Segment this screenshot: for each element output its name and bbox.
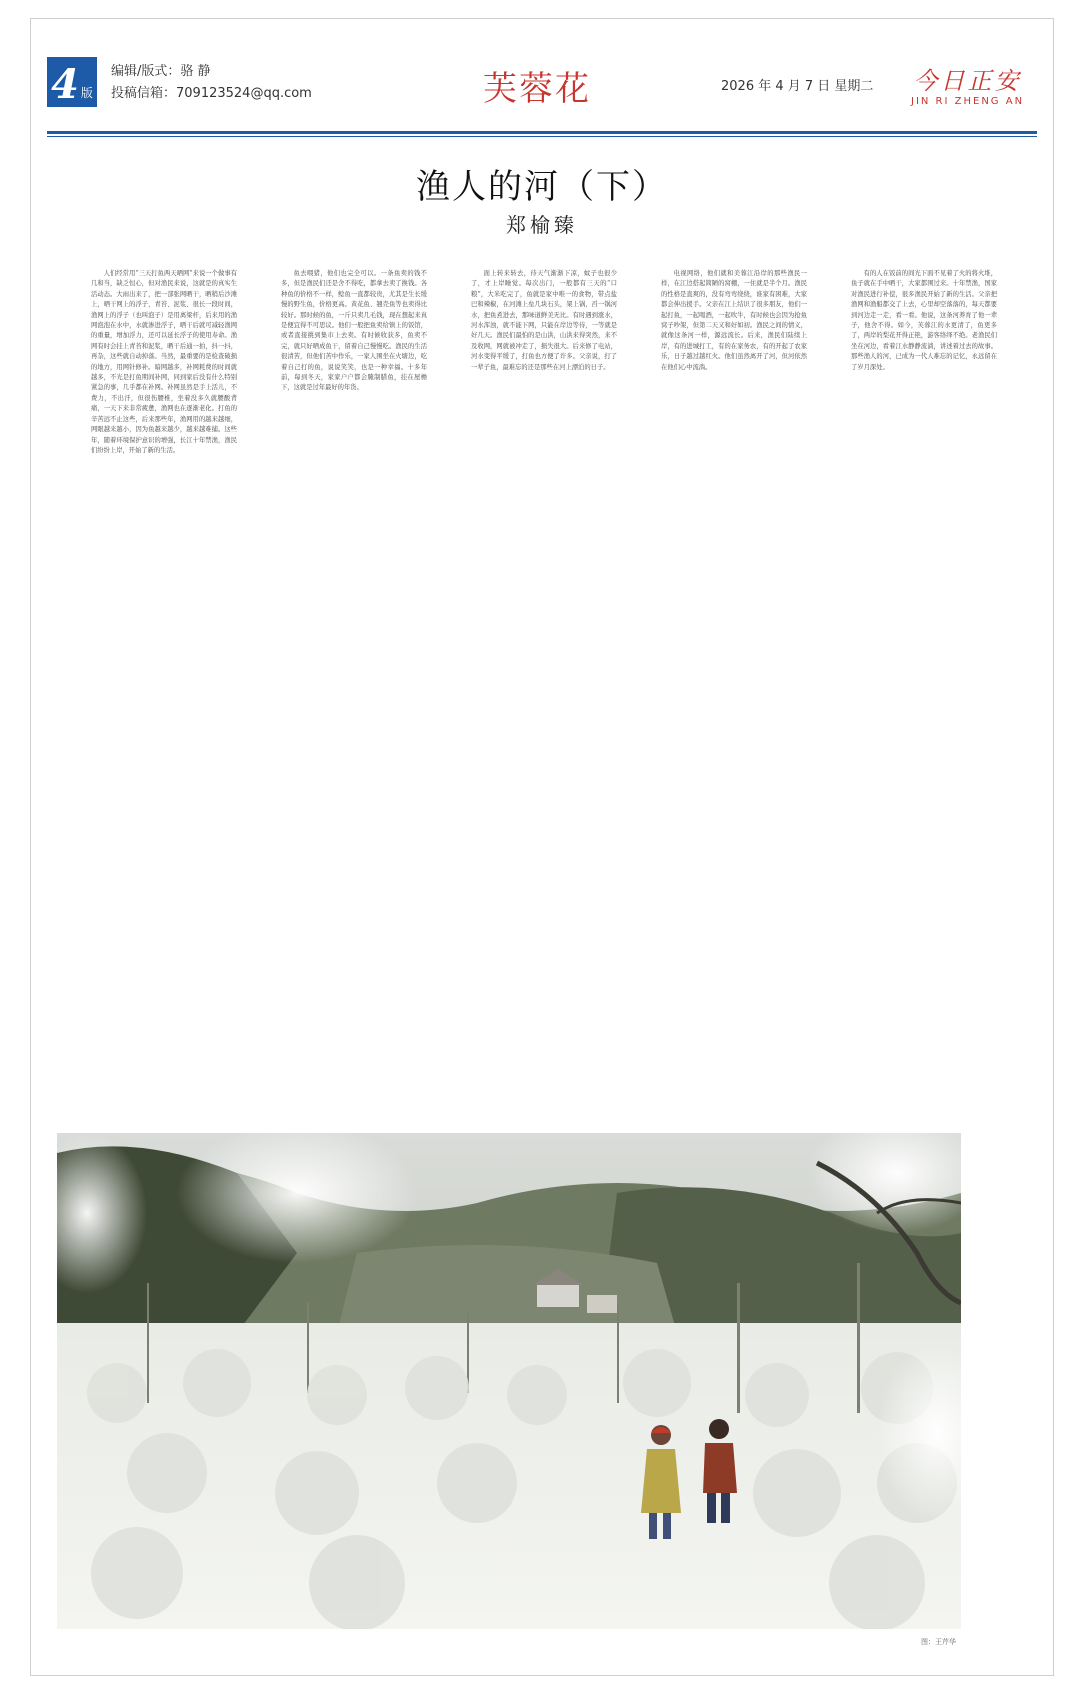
article-body	[91, 269, 997, 1089]
article-title: 渔人的河（下）	[416, 167, 668, 207]
column-text: 面上转来转去，待天气渐渐下凉，蚊子也很少了，才上岸睡觉。每次出门，一般都有三天的“口粮”，大米吃完了，鱼就是家中唯一的食物，带点盐巴和辣椒，在河滩上垒几块石头，架上锅，舀一锅河水，把鱼煮进去，那味道鲜美无比。有时遇到涨水，河水浑浊，就不能下网，只能在岸边等待，一等就是好几天。渔民们最怕的是山洪，山洪来得突然，来不及收网，网就被冲走了，损失很大。后来修了电站，河水变得平缓了，打鱼也方便了许多。父亲说，打了一辈子鱼，最难忘的还是那些在河上漂泊的日子。	[471, 270, 617, 371]
column-name: 芙蓉花	[483, 69, 591, 109]
article-column-1	[91, 269, 237, 1089]
editor-info	[111, 61, 312, 105]
page-number: 4	[51, 61, 79, 108]
email-line[interactable]: 投稿信箱：709123524@qq.com	[111, 86, 312, 101]
article-column-3	[471, 269, 617, 1089]
header-rule	[47, 131, 1037, 134]
column-text: 鱼去喂猪，他们也完全可以。一条鱼卖的钱不多，但是渔民们还是舍不得吃，都拿去卖了换钱。各种鱼的价格不一样，鲶鱼一直都较贵，尤其是生长缓慢的野生鱼，价格更高。黄花鱼、翘壳鱼等也卖得比较好。那时候的鱼，一斤只卖几毛钱，现在想起来真是便宜得不可思议。他们一般把鱼卖给镇上的饭馆，或者直接挑到集市上去卖。有时候收获多，鱼卖不完，就只好晒成鱼干，留着自己慢慢吃。渔民的生活很清苦，但他们苦中作乐，一家人围坐在火塘边，吃着自己打的鱼，说说笑笑，也是一种幸福。十多年前，每到冬天，家家户户都会腌制腊鱼，挂在屋檐下，这就是过年最好的年货。	[281, 270, 427, 392]
article-column-5	[851, 269, 997, 1089]
article-author: 郑榆臻	[506, 213, 578, 237]
logo-cn: 今日正安	[913, 67, 1022, 95]
page-suffix: 版	[80, 86, 93, 100]
logo-en: JIN RI ZHENG AN	[911, 96, 1025, 107]
pear-orchard-photo	[57, 1133, 961, 1629]
page-number-badge	[47, 57, 97, 107]
column-text: 人们经常用“三天打鱼两天晒网”来说一个做事有几和当，缺乏恒心，但对渔民来说，这就是的真实生活动态。大雨出来了，把一部张网晒干，晒稍后沙滩上，晒干网上的浮子，青苔、泥浆、很长一段时间，渔网上的浮子（也叫泡子）是用离梁杆，后来用的渔网泡泡在水中，水就渗进浮子，晒干后就可减轻渔网的重量，增加浮力，还可以延长浮子的使用寿命。渔网有时会挂上青苔和泥浆，晒干后通一拍，抖一抖，再杂，这些就自动掉落。当然，最重要的是检查破损的地方，用网针修补。暗网越多，补网耗费的时间就越多，不光是打鱼期间补网，同到家后没有什么特别紧急的事，几乎都在补网。补网虽然是手上活儿，不费力，不出汗，但很伤腰椎，坐着没多久就腰酸背痛，一天下来非常疲惫，渔网也在逐渐老化。打鱼的辛苦远不止这些，后来那些年，渔网用的越来越细，网眼越来越小，因为鱼越来越少，越来越难捕。这些年，随着环境保护意识的增强，长江十年禁渔，渔民们纷纷上岸，开始了新的生活。	[91, 270, 237, 454]
page-header	[31, 39, 1053, 119]
issue-date: 2026 年 4 月 7 日 星期二	[721, 79, 874, 94]
column-text: 电视网络，他们就和美蓉江沿岸的那些渔民一样，在江边搭起简陋的窝棚，一住就是半个月。渔民的性格是直爽的，没有弯弯绕绕，谁家有困难，大家都会伸出援手。父亲在江上结识了很多朋友，他们一起打鱼，一起喝酒，一起吹牛，有时候也会因为抢鱼窝子吵架，但第二天又和好如初。渔民之间的情义，就像这条河一样，源远流长。后来，渔民们陆续上岸，有的进城打工，有的在家务农，有的开起了农家乐，日子越过越红火。他们虽然离开了河，但河依然在他们心中流淌。	[661, 270, 807, 371]
editor-line: 编辑/版式：骆 静	[111, 64, 211, 79]
masthead-logo	[911, 61, 1024, 107]
article-column-2	[281, 269, 427, 1089]
newspaper-page	[30, 18, 1054, 1676]
column-text: 有的人在饭前的间光下面不见着了火的将火堆，鱼子就在手中晒干，大家都围过来。十年禁渔，国家对渔民进行补偿，很多渔民开始了新的生活。父亲把渔网和渔船都交了上去，心里却空落落的，每天都要到河边走一走，看一看。他说，这条河养育了他一辈子，他舍不得。如今，芙蓉江的水更清了，鱼更多了，两岸的梨花开得正艳，游客络绎不绝。老渔民们坐在河边，看着江水静静流淌，讲述着过去的故事。那些渔人的河，已成为一代人难忘的记忆，永远留在了岁月深处。	[851, 270, 997, 371]
photo-credit: 图：王芹华	[921, 1638, 956, 1646]
article-column-4	[661, 269, 807, 1089]
article-photo	[57, 1133, 961, 1629]
header-rule-thin	[47, 136, 1037, 137]
